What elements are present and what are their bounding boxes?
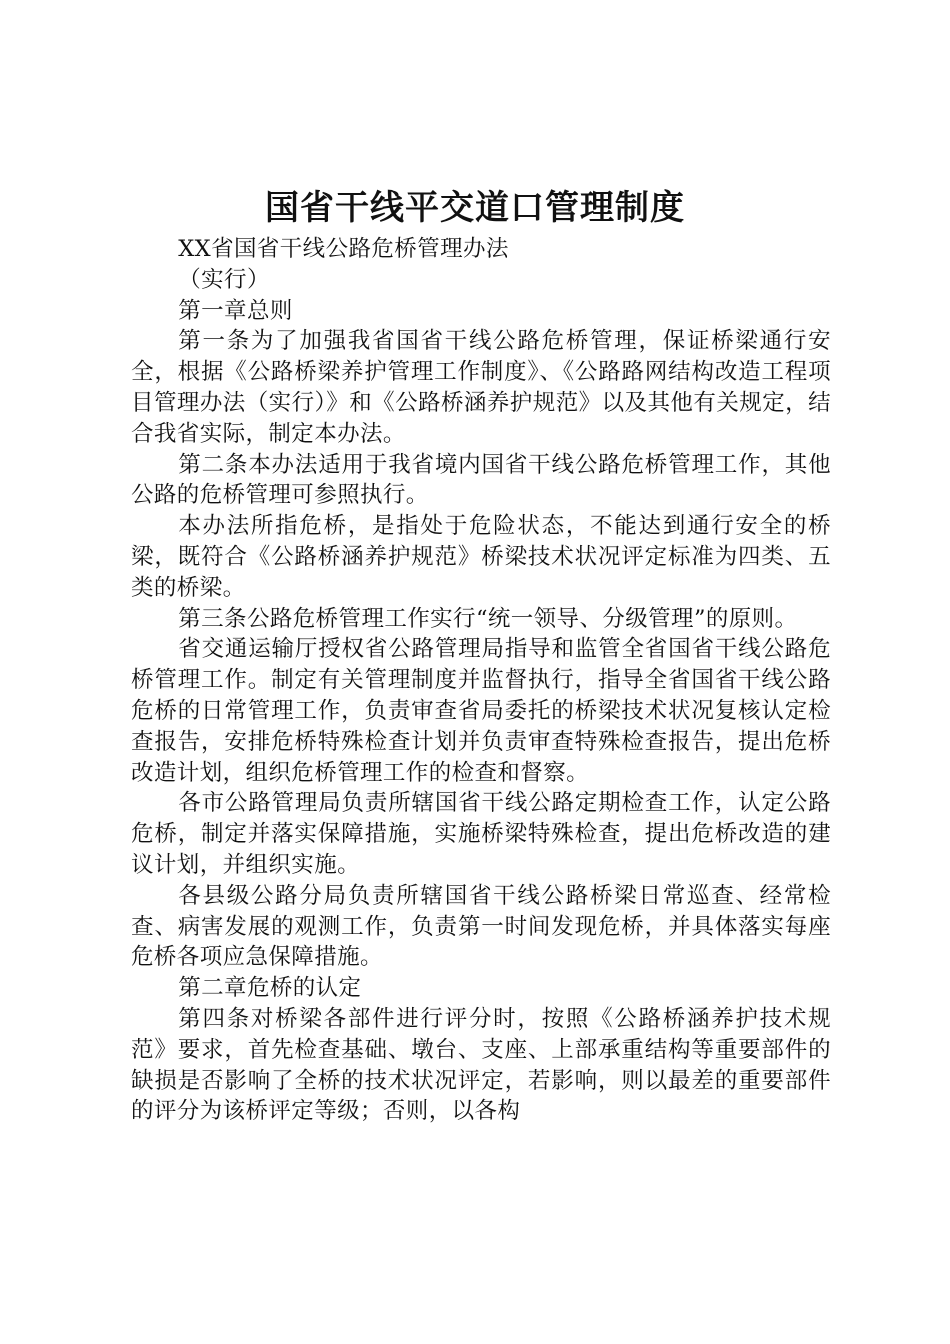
paragraph-city-duty: 各市公路管理局负责所辖国省干线公路定期检查工作，认定公路危桥，制定并落实保障措施，实施桥梁特殊检查，提出危桥改造的建议计划，并组织实施。 xyxy=(131,790,831,878)
chapter-heading-2: 第二章危桥的认定 xyxy=(178,975,362,1002)
document-body xyxy=(131,234,831,1127)
chapter-heading-1: 第一章总则 xyxy=(178,297,293,324)
paragraph-article-1: 第一条为了加强我省国省干线公路危桥管理，保证桥梁通行安全，根据《公路桥梁养护管理工作制度》、《公路路网结构改造工程项目管理办法（实行）》和《公路桥涵养护规范》以及其他有关规定，结合我省实际，制定本办法。 xyxy=(131,328,831,447)
paragraph-article-3: 第三条公路危桥管理工作实行“统一领导、分级管理”的原则。 xyxy=(178,605,798,632)
paragraph-provincial-duty: 省交通运输厅授权省公路管理局指导和监管全省国省干线公路危桥管理工作。制定有关管理制度并监督执行，指导全省国省干线公路危桥的日常管理工作，负责审查省局委托的桥梁技术状况复核认定检查报告，安排危桥特殊检查计划并负责审查特殊检查报告，提出危桥改造计划，组织危桥管理工作的检查和督察。 xyxy=(131,636,831,786)
paragraph-county-duty: 各县级公路分局负责所辖国省干线公路桥梁日常巡查、经常检查、病害发展的观测工作，负责第一时间发现危桥，并具体落实每座危桥各项应急保障措施。 xyxy=(131,882,831,971)
document-title: 国省干线平交道口管理制度 xyxy=(265,188,685,228)
paragraph-trial-note: （实行） xyxy=(178,266,270,293)
paragraph-article-4: 第四条对桥梁各部件进行评分时，按照《公路桥涵养护技术规范》要求，首先检查基础、墩台、支座、上部承重结构等重要部件的缺损是否影响了全桥的技术状况评定，若影响，则以最差的重要部件的评分为该桥评定等级；否则，以各构 xyxy=(131,1005,831,1125)
paragraph-subtitle: XX省国省干线公路危桥管理办法 xyxy=(178,236,509,262)
paragraph-definition: 本办法所指危桥，是指处于危险状态，不能达到通行安全的桥梁，既符合《公路桥涵养护规范》桥梁技术状况评定标准为四类、五类的桥梁。 xyxy=(131,513,831,601)
paragraph-article-2: 第二条本办法适用于我省境内国省干线公路危桥管理工作，其他公路的危桥管理可参照执行。 xyxy=(131,451,831,509)
